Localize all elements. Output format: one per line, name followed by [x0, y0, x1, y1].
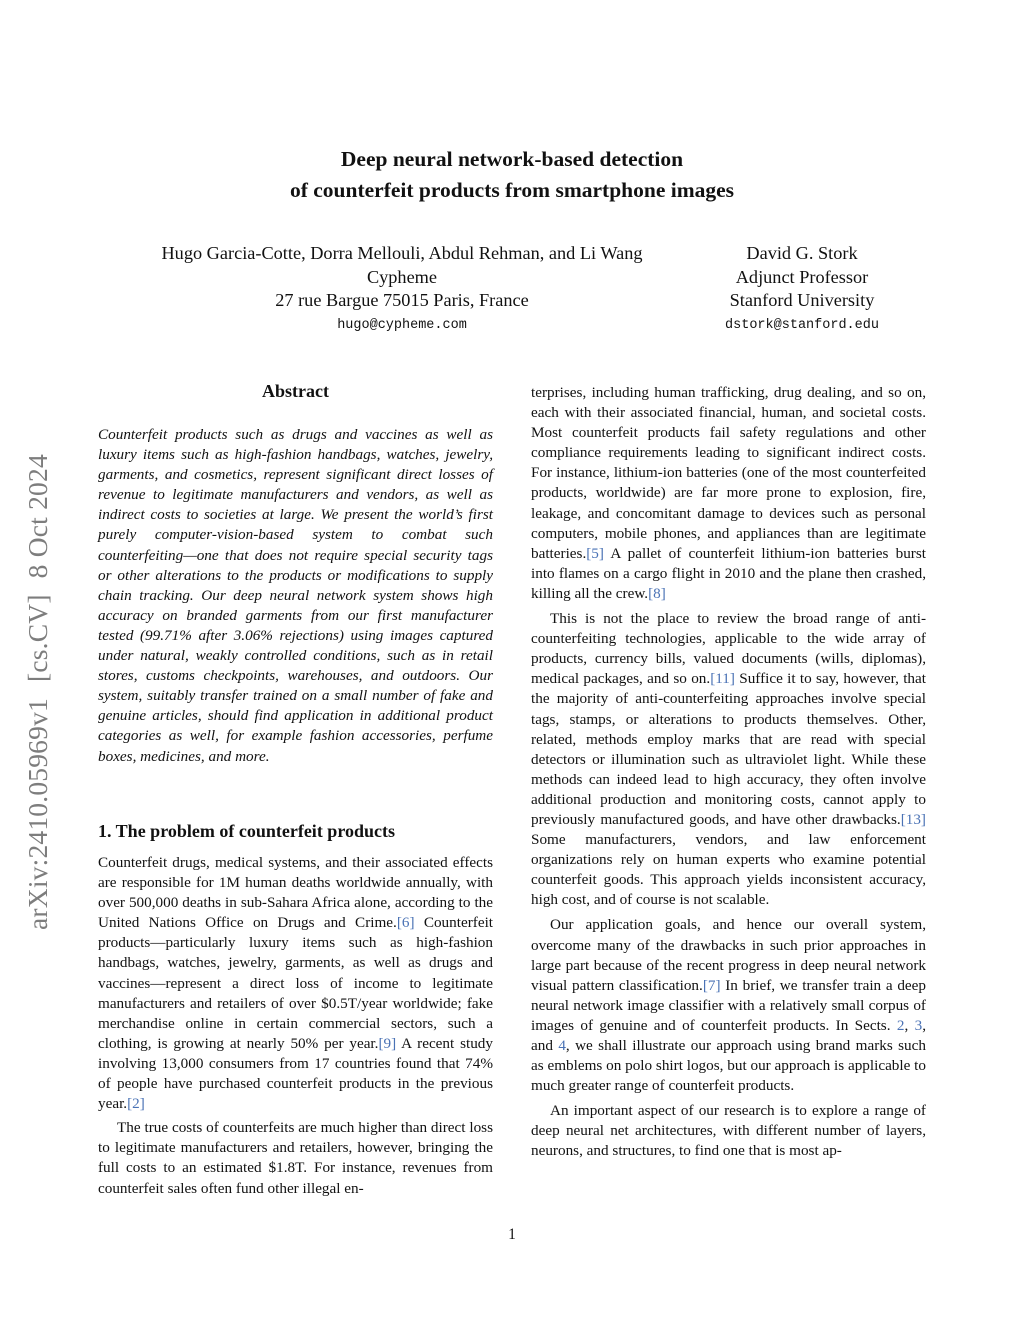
page-number: 1: [508, 1226, 516, 1243]
citation-link[interactable]: [2]: [127, 1095, 145, 1113]
author-affiliation: Cypheme: [366, 266, 438, 287]
right-paragraph-1: terprises, including human trafficking, drug dealing, and so on, each with their associated financial, human, and societal costs. Most counterfeit products fail safety regulations and other compliance requirements leading to significant indirect costs. For instance, lithium-ion batteries (one of the most counterfeited products, worldwide) are far more prone to explosion, fire, leakage, and concomitant damage to devices such as personal computers, mobile phones, and appliances than are legitimate batteries.[5] A pallet of counterfeit lithium-ion batteries burst into flames on a cargo flight in 2010 and the plane then crashed, killing all the crew.[8]: [531, 384, 926, 602]
citation-link[interactable]: [13]: [900, 810, 926, 828]
citation-link[interactable]: [7]: [702, 976, 721, 994]
author-name-right: David G. Stork: [746, 243, 858, 263]
section-link[interactable]: 4: [558, 1037, 566, 1054]
section-1-paragraph-2: The true costs of counterfeits are much higher than direct loss to legitimate manufacturers and retailers, however, bringing the full costs to an estimated $1.8T. For instance, revenues from counterfeit sales often fund other illegal en-: [98, 1119, 493, 1197]
abstract-text: Counterfeit products such as drugs and vaccines as well as luxury items such as high-fashion handbags, watches, jewelry, garments, and cosmetics, represent significant direct losses of revenue to legitimate manufacturers and vendors, as well as indirect costs to societies at large. We present the world’s first purely computer-vision-based system to combat such counterfeiting—one that does not require special security tags or other alterations to the products or modifications to supply chain tracking. Our deep neural network system shows high accuracy on branded garments from our first manufacturer tested (99.71% after 3.06% rejections) using images captured under natural, weakly controlled conditions, such as in retail stores, customs checkpoints, warehouses, and outdoors. Our system, suitably transfer trained on a small number of fake and genuine articles, should find application in additional product categories as well, for example fashion accessories, perfume boxes, medicines, and more.: [98, 426, 493, 765]
author-position: Adjunct Professor: [735, 266, 869, 287]
section-link[interactable]: 3: [914, 1016, 923, 1034]
right-paragraph-2: This is not the place to review the broad range of anti-counterfeiting technologies, applicable to the wide array of products, currency bills, valued documents (wills, diplomas), medical packages, and so on.[11] Suffice it to say, however, that the majority of anti-counterfeiting approaches involve special tags, stamps, or alterations to products themselves. Other, related, methods employ marks that are read with special detectors or illumination such as ultraviolet light. While these methods can indeed lead to high accuracy, they often involve additional production and monitoring costs, cannot apply to previously manufactured goods, and have other drawbacks.[13] Some manufacturers, vendors, and law enforcement organizations rely on human experts who examine potential counterfeit goods. This approach yields inconsistent accuracy, high cost, and of course is not scalable.: [531, 610, 926, 909]
right-column: [531, 383, 926, 1162]
section-1-paragraph-1: Counterfeit drugs, medical systems, and their associated effects are responsible for 1M human deaths worldwide annually, with over 500,000 deaths in sub-Sahara Africa alone, according to the United Nations Office on Drugs and Crime.[6] Counterfeit products—particularly luxury items such as high-fashion handbags, watches, jewelry, garments, as well as drugs and vaccines—represent a direct loss of income to legitimate manufacturers and retailers of over $0.5T/year worldwide; fake merchandise online in certain commercial sectors, such a clothing, is growing at nearly 50% per year.[9] A recent study involving 13,000 consumers from 17 countries found that 74% of people have purchased counterfeit products in the previous year.[2]: [98, 854, 494, 1113]
title-line-2: of counterfeit products from smartphone images: [289, 178, 735, 202]
right-paragraph-4: An important aspect of our research is to explore a range of deep neural net architectures, with different number of layers, neurons, and structures, to find one that is most ap-: [531, 1102, 926, 1160]
arxiv-date: 8 Oct 2024: [22, 454, 53, 579]
author-names: Hugo Garcia-Cotte, Dorra Mellouli, Abdul Rehman, and Li Wang: [161, 243, 643, 263]
author-email-right[interactable]: dstork@stanford.edu: [725, 318, 879, 333]
right-paragraph-3: Our application goals, and hence our overall system, overcome many of the drawbacks in such prior approaches in large part because of the recent progress in deep neural network visual pattern classification.[7] In brief, we transfer train a deep neural network image classifier with a relatively small corpus of images of genuine and of counterfeit products. In Sects. 2, 3, and 4, we shall illustrate our approach using brand marks such as emblems on polo shirt logos, but our approach is applicable to much greater range of counterfeit products.: [531, 916, 927, 1095]
author-email-left[interactable]: hugo@cypheme.com: [337, 318, 467, 333]
paper-title: [0, 144, 1024, 206]
arxiv-category: [cs.CV]: [22, 594, 53, 683]
citation-link[interactable]: [8]: [648, 584, 666, 602]
arxiv-id: arXiv:2410.05969v1: [22, 698, 53, 930]
section-link[interactable]: 2: [896, 1016, 905, 1034]
citation-link[interactable]: [11]: [710, 670, 735, 688]
section-1-body: [98, 853, 493, 1199]
title-line-1: Deep neural network-based detection: [340, 147, 684, 171]
arxiv-sidebar[interactable]: [22, 454, 54, 930]
author-affiliation-right: Stanford University: [729, 290, 875, 310]
abstract-heading: Abstract: [262, 381, 329, 401]
citation-link[interactable]: [9]: [378, 1034, 397, 1052]
author-address: 27 rue Bargue 75015 Paris, France: [275, 290, 529, 310]
citation-link[interactable]: [5]: [586, 544, 604, 562]
citation-link[interactable]: [6]: [396, 914, 415, 932]
section-1-heading: 1. The problem of counterfeit products: [98, 821, 395, 841]
author-block-right: [690, 242, 914, 313]
author-block-left: [120, 242, 684, 313]
